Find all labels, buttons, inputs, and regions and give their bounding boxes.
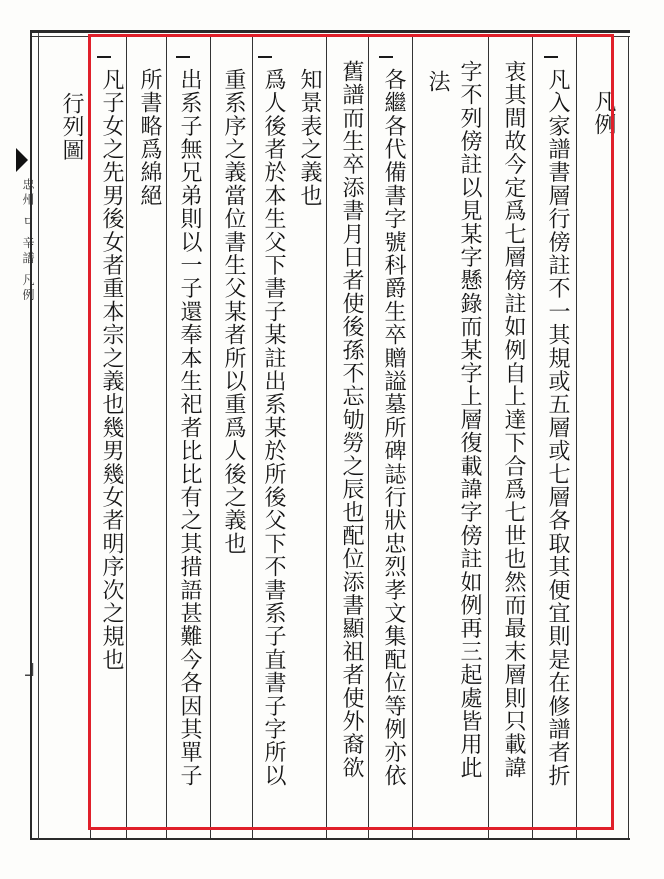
text-column: 凡入家譜書層行傍註不一其規或五層或七層各取其便宜則是在修譜者折: [545, 68, 570, 788]
frame-top-inner-line: [30, 36, 630, 37]
fish-tail-mark-icon: [16, 148, 28, 172]
column-rule: [252, 36, 253, 838]
column-rule: [488, 36, 489, 838]
column-rule: [576, 36, 577, 838]
text-column: 法: [425, 70, 450, 94]
text-column: 各繼各代備書字號科爵生卒贈謚墓所碑誌行狀忠烈孝文集配位等例亦依: [381, 68, 406, 788]
fold-mark-icon: ᒧ: [24, 660, 35, 681]
column-rule: [412, 36, 413, 838]
text-column: 知景表之義也: [297, 68, 322, 208]
column-rule: [166, 36, 167, 838]
paragraph-marker: [379, 56, 393, 58]
column-rule: [532, 36, 533, 838]
paragraph-marker: [97, 56, 111, 58]
frame-left-inner-line: [38, 36, 39, 840]
text-column: 重系序之義當位書生父某者所以重爲人後之義也: [221, 68, 246, 556]
frame-top-line: [30, 30, 630, 33]
text-column: 舊譜而生卒添書月日者使後孫不忘劬勞之辰也配位添書顯祖者使外裔欲: [339, 60, 364, 780]
text-column: 出系子無兄弟則以一子還奉本生祀者比比有之其措語甚難今各因其單子: [177, 68, 202, 788]
paragraph-marker: [258, 56, 272, 58]
column-rule: [368, 36, 369, 838]
text-column: 衷其間故今定爲七層傍註如例自上達下合爲七世也然而最末層則只載諱: [501, 60, 526, 780]
paragraph-marker: [176, 56, 190, 58]
text-column: 所書略爲綿絕: [137, 68, 162, 208]
chart-heading: 行列圖: [59, 92, 84, 162]
text-column: 爲人後者於本生父下書子某註出系某於所後父下不書系子直書子字所以: [261, 68, 286, 788]
text-column: 字不列傍註以見某字懸錄而某字上層復載諱字傍註如例再三起處皆用此: [457, 60, 482, 780]
paragraph-marker: [544, 56, 558, 58]
fold-margin-text: 忠州 ㅁ 辛譜 凡例: [21, 178, 35, 304]
section-title: 凡例: [591, 90, 616, 137]
column-rule: [210, 36, 211, 838]
frame-left-line: [30, 30, 32, 840]
column-rule: [90, 36, 91, 838]
frame-bottom-line: [30, 838, 630, 840]
column-rule: [628, 36, 629, 838]
column-rule: [326, 36, 327, 838]
text-column: 凡子女之先男後女者重本宗之義也幾男幾女者明序次之規也: [99, 68, 124, 672]
